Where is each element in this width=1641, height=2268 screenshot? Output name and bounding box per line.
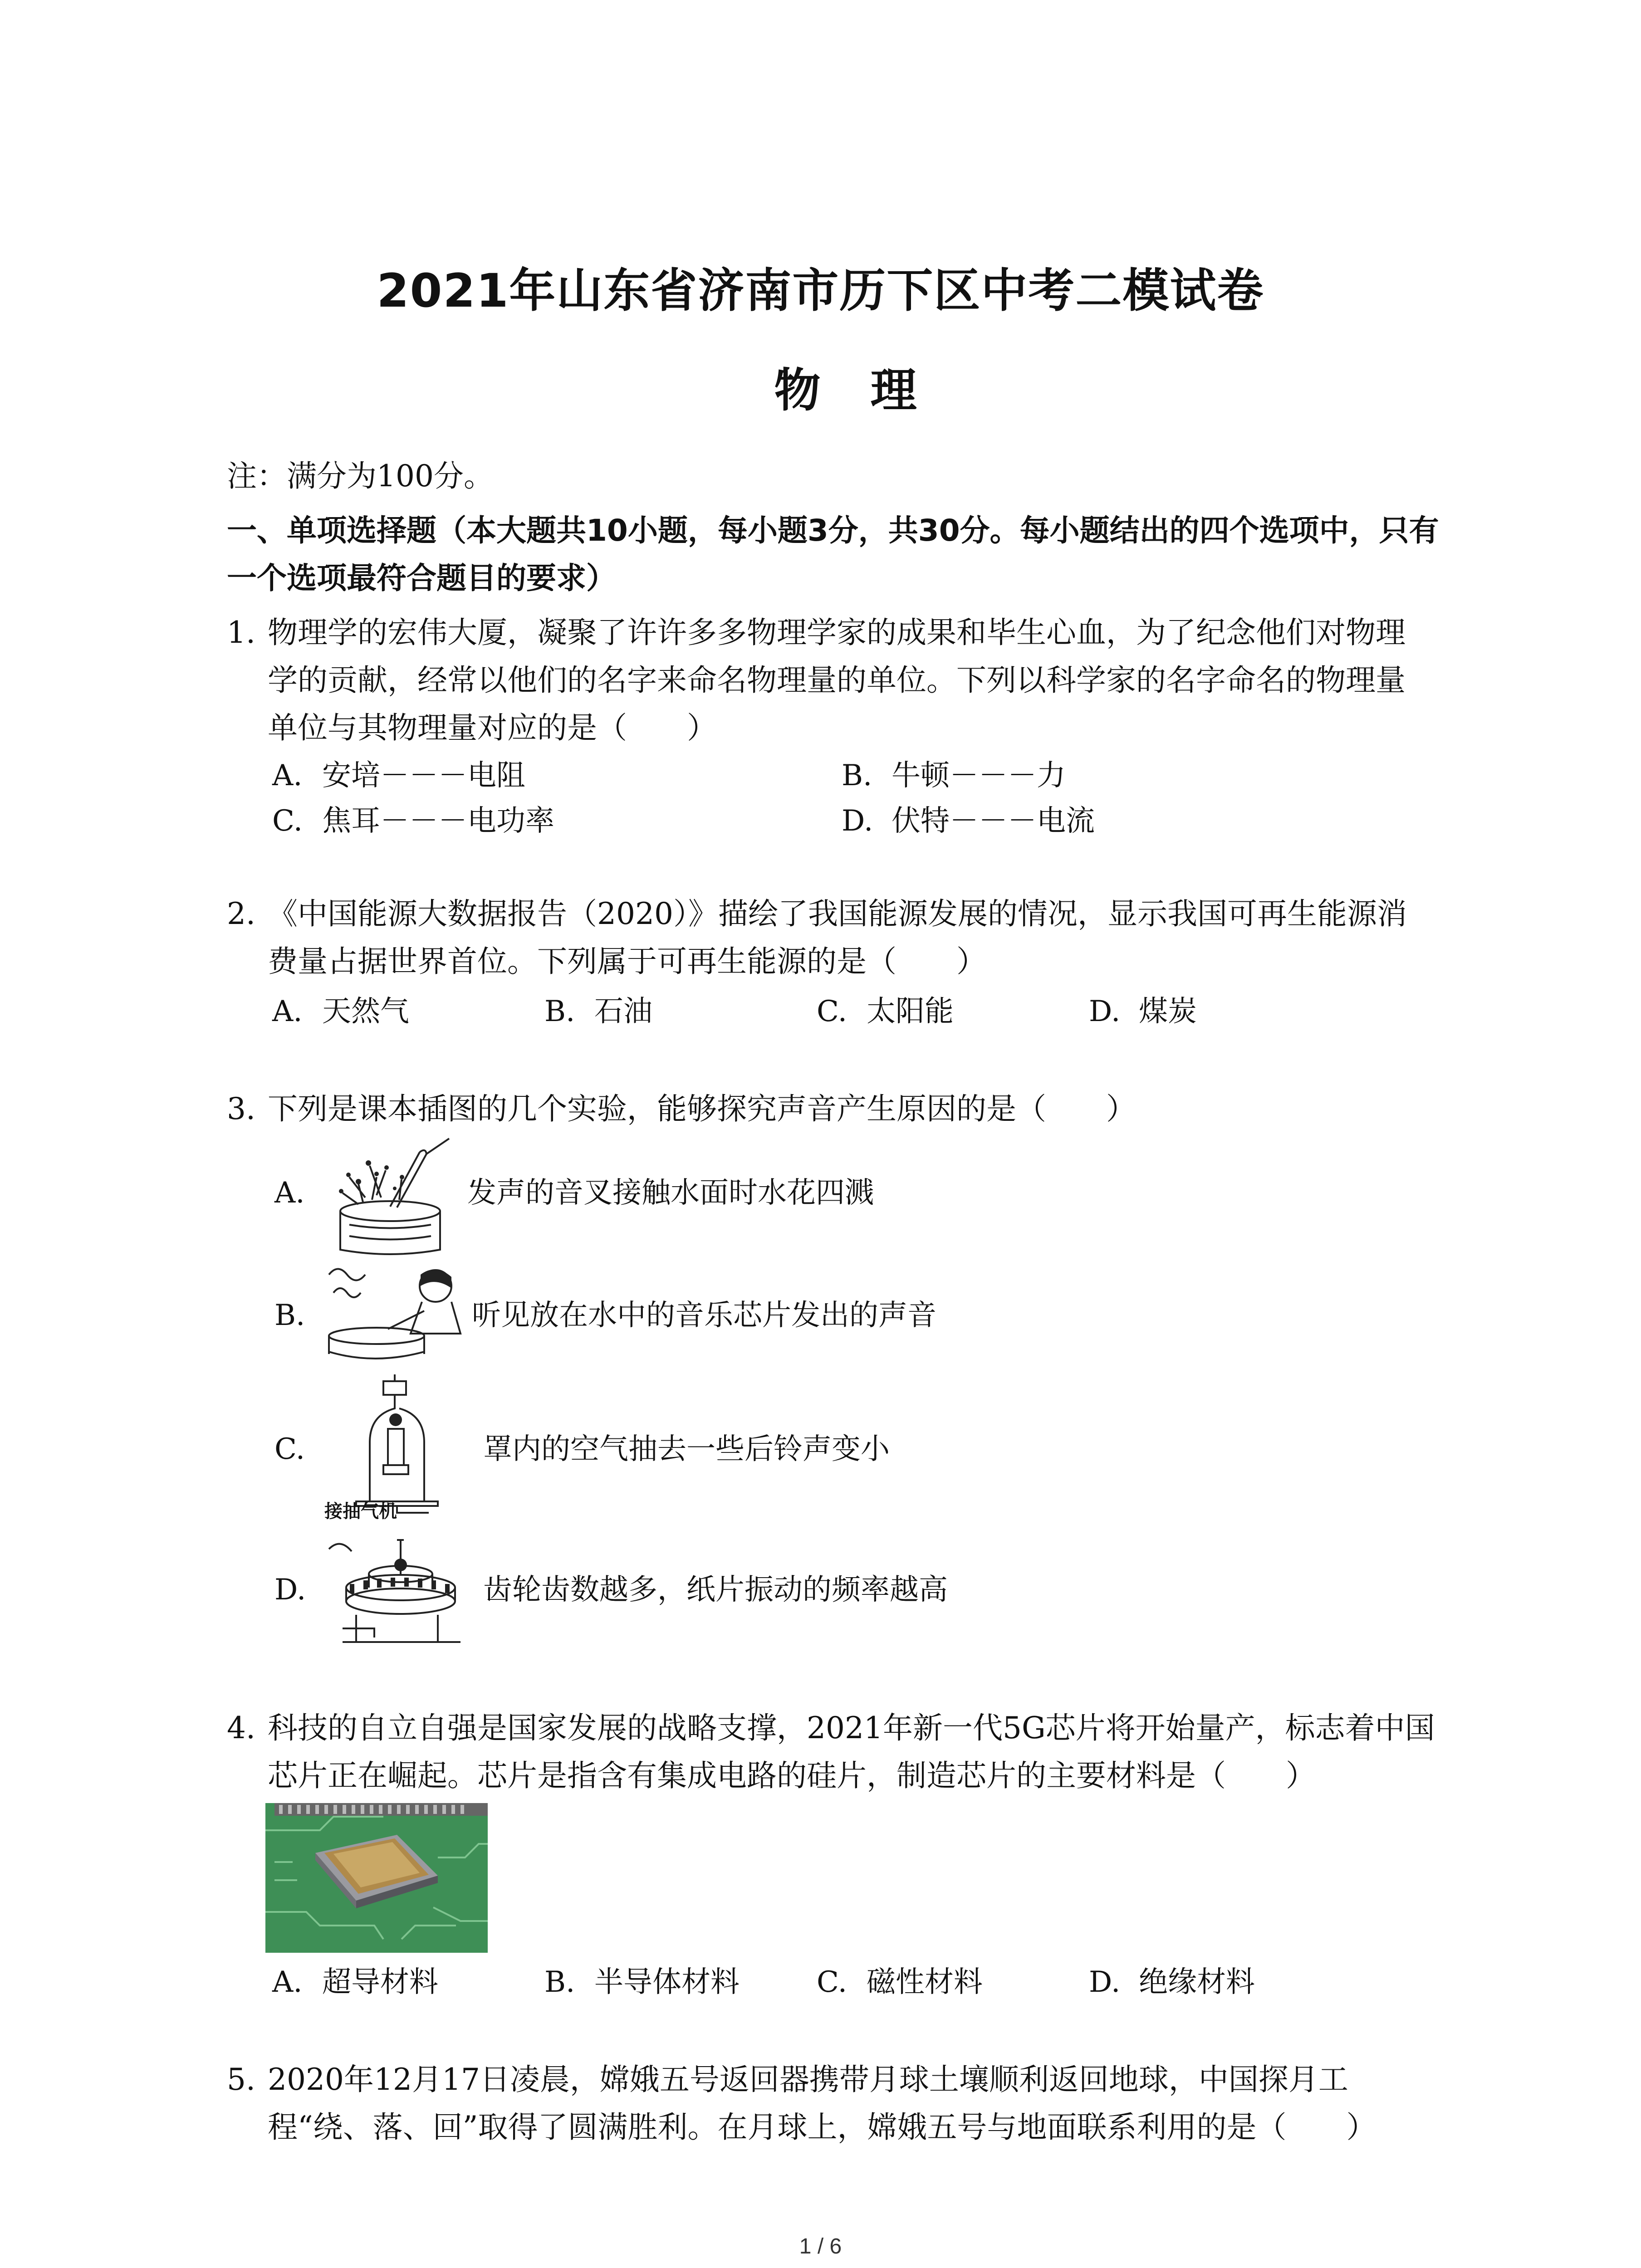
child-listening-figure — [320, 1261, 470, 1370]
option-label: A. — [272, 1965, 303, 1999]
option-text: 罩内的空气抽去一些后铃声变小 — [483, 1432, 890, 1466]
option-text: 齿轮齿数越多，纸片振动的频率越高 — [483, 1573, 948, 1607]
pump-caption: 接抽气机 — [324, 1501, 397, 1522]
question-stem-line: 费量占据世界首位。下列属于可再生能源的是（ ） — [268, 944, 986, 979]
option-text: 超导材料 — [322, 1965, 438, 1999]
option-label: B. — [544, 1965, 575, 1999]
question-number: 3. — [227, 1091, 255, 1126]
option-label: C. — [274, 1432, 305, 1466]
question-stem-line: 《中国能源大数据报告（2020）》描绘了我国能源发展的情况，显示我国可再生能源消 — [268, 896, 1407, 931]
score-note: 注：满分为100分。 — [227, 459, 494, 494]
option-label: D. — [274, 1573, 306, 1607]
gear-card-figure — [324, 1533, 479, 1651]
section-heading-line-1: 一、单项选择题（本大题共10小题，每小题3分，共30分。每小题结出的四个选项中，只有 — [227, 513, 1439, 548]
option-label: D. — [1089, 995, 1121, 1028]
option-label: A. — [272, 759, 303, 792]
option-text: 磁性材料 — [867, 1965, 983, 1999]
option-text: 石油 — [594, 995, 652, 1028]
option-text: 天然气 — [322, 995, 409, 1028]
option-text: 绝缘材料 — [1139, 1965, 1255, 1999]
option-label: A. — [274, 1176, 305, 1210]
option-label: D. — [1089, 1965, 1121, 1999]
option-label: D. — [842, 804, 873, 838]
exam-title: 2021年山东省济南市历下区中考二模试卷 — [377, 264, 1264, 318]
option-label: B. — [544, 995, 575, 1028]
chip-photo — [265, 1803, 488, 1953]
question-stem-line: 下列是课本插图的几个实验，能够探究声音产生原因的是（ ） — [268, 1091, 1136, 1126]
page-number: 1 / 6 — [799, 2234, 842, 2258]
option-label: C. — [817, 1965, 847, 1999]
question-stem-line: 科技的自立自强是国家发展的战略支撑，2021年新一代5G芯片将开始量产，标志着中国 — [268, 1711, 1435, 1745]
option-text: 牛顿－－－力 — [892, 759, 1066, 792]
option-text: 焦耳－－－电功率 — [322, 804, 554, 838]
bell-jar-figure — [320, 1374, 474, 1515]
option-label: C. — [817, 995, 847, 1028]
question-number: 1. — [227, 615, 255, 650]
option-text: 半导体材料 — [594, 1965, 740, 1999]
option-label: B. — [842, 759, 872, 792]
option-text: 听见放在水中的音乐芯片发出的声音 — [472, 1299, 936, 1332]
option-label: A. — [272, 995, 303, 1028]
option-text: 煤炭 — [1139, 995, 1197, 1028]
option-text: 太阳能 — [867, 995, 954, 1028]
question-stem-line: 物理学的宏伟大厦，凝聚了许许多多物理学家的成果和毕生心血，为了纪念他们对物理 — [268, 615, 1406, 650]
option-text: 伏特－－－电流 — [892, 804, 1095, 838]
section-heading-line-2: 一个选项最符合题目的要求） — [227, 561, 616, 596]
subject-title: 物理 — [774, 364, 967, 418]
option-text: 安培－－－电阻 — [322, 759, 525, 792]
question-number: 4. — [227, 1711, 255, 1745]
option-label: B. — [274, 1299, 305, 1332]
question-stem-line: 程“绕、落、回”取得了圆满胜利。在月球上，嫦娥五号与地面联系利用的是（ ） — [268, 2110, 1376, 2145]
option-text: 发声的音叉接触水面时水花四溅 — [467, 1176, 874, 1210]
option-label: C. — [272, 804, 303, 838]
question-number: 2. — [227, 896, 255, 931]
tuning-fork-water-figure — [322, 1134, 458, 1256]
question-stem-line: 芯片正在崛起。芯片是指含有集成电路的硅片，制造芯片的主要材料是（ ） — [268, 1758, 1316, 1793]
question-stem-line: 单位与其物理量对应的是（ ） — [268, 710, 717, 745]
question-number: 5. — [227, 2062, 255, 2097]
question-stem-line: 2020年12月17日凌晨，嫦娥五号返回器携带月球土壤顺利返回地球，中国探月工 — [268, 2062, 1348, 2097]
question-stem-line: 学的贡献，经常以他们的名字来命名物理量的单位。下列以科学家的名字命名的物理量 — [268, 663, 1406, 698]
